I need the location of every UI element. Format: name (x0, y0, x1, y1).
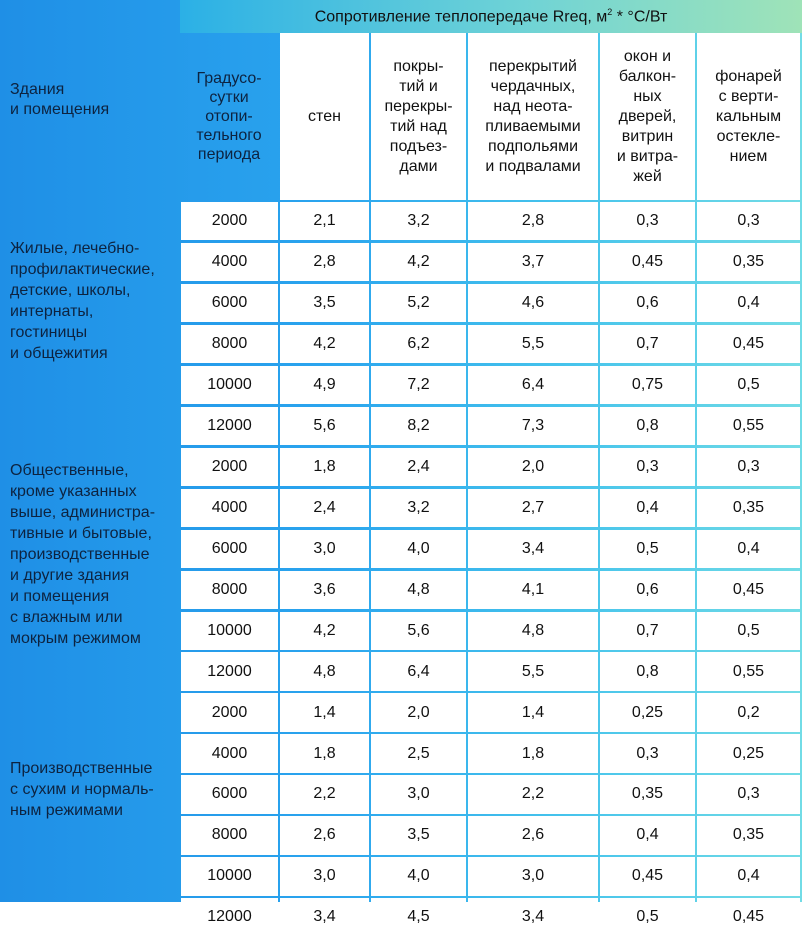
degree-days-cell: 4000 (181, 489, 278, 527)
coverings-cell: 8,2 (371, 407, 466, 445)
degree-days-cell: 6000 (181, 530, 278, 568)
degree-days-cell: 2000 (181, 448, 278, 486)
skylights-cell: 0,25 (697, 734, 800, 772)
walls-cell: 4,9 (280, 366, 369, 404)
walls-cell: 5,6 (280, 407, 369, 445)
degree-days-cell: 6000 (181, 775, 278, 813)
windows-cell: 0,4 (600, 816, 695, 854)
group-label-2: Общественные, кроме указанных выше, администра- тивные и бытовые, производственные и другие здания и помещения с влажным или мокрым режимом (10, 462, 156, 647)
skylights-cell: 0,5 (697, 612, 800, 650)
skylights-cell: 0,35 (697, 816, 800, 854)
degree-days-cell: 10000 (181, 857, 278, 895)
resistance-header-band (180, 0, 802, 33)
skylights-cell: 0,45 (697, 571, 800, 609)
resistance-title: Сопротивление теплопередаче Rreq, $м^2 * ^\circ С/Вт$ (314, 6, 668, 26)
attic-floors-cell: 2,2 (468, 775, 598, 813)
skylights-cell: 0,4 (697, 857, 800, 895)
windows-cell: 0,6 (600, 284, 695, 322)
coverings-cell: 3,2 (371, 489, 466, 527)
windows-cell: 0,3 (600, 448, 695, 486)
windows-cell: 0,25 (600, 693, 695, 731)
skylights-cell: 0,4 (697, 284, 800, 322)
header-coverings: покры- тий и перекры- тий над подъез- дами (371, 33, 466, 200)
degree-days-cell: 12000 (181, 898, 278, 936)
coverings-cell: 4,0 (371, 857, 466, 895)
walls-cell: 2,2 (280, 775, 369, 813)
windows-cell: 0,7 (600, 612, 695, 650)
coverings-cell: 3,0 (371, 775, 466, 813)
coverings-cell: 2,4 (371, 448, 466, 486)
windows-cell: 0,45 (600, 857, 695, 895)
skylights-cell: 0,35 (697, 243, 800, 281)
walls-cell: 4,2 (280, 325, 369, 363)
walls-cell: 2,8 (280, 243, 369, 281)
windows-cell: 0,7 (600, 325, 695, 363)
attic-floors-cell: 3,7 (468, 243, 598, 281)
skylights-cell: 0,45 (697, 898, 800, 936)
walls-cell: 3,0 (280, 857, 369, 895)
attic-floors-cell: 4,8 (468, 612, 598, 650)
coverings-cell: 5,2 (371, 284, 466, 322)
degree-days-cell: 4000 (181, 734, 278, 772)
attic-floors-cell: 7,3 (468, 407, 598, 445)
windows-cell: 0,6 (600, 571, 695, 609)
windows-cell: 0,5 (600, 898, 695, 936)
buildings-column-title: Здания и помещения (10, 81, 110, 118)
attic-floors-cell: 4,6 (468, 284, 598, 322)
skylights-cell: 0,3 (697, 448, 800, 486)
windows-cell: 0,45 (600, 243, 695, 281)
header-walls: стен (280, 33, 369, 200)
skylights-cell: 0,2 (697, 693, 800, 731)
attic-floors-cell: 3,0 (468, 857, 598, 895)
walls-cell: 3,4 (280, 898, 369, 936)
coverings-cell: 4,5 (371, 898, 466, 936)
degree-days-header: Градусо- сутки отопи- тельного периода (196, 70, 262, 163)
coverings-cell: 3,2 (371, 202, 466, 240)
skylights-cell: 0,45 (697, 325, 800, 363)
walls-cell: 1,8 (280, 448, 369, 486)
coverings-cell: 4,0 (371, 530, 466, 568)
walls-cell: 2,4 (280, 489, 369, 527)
header-windows: окон и балкон- ных дверей, витрин и витра- жей (600, 33, 695, 200)
coverings-cell: 7,2 (371, 366, 466, 404)
windows-cell: 0,8 (600, 652, 695, 690)
windows-cell: 0,4 (600, 489, 695, 527)
attic-floors-cell: 4,1 (468, 571, 598, 609)
degree-days-cell: 2000 (181, 202, 278, 240)
skylights-cell: 0,55 (697, 652, 800, 690)
degree-days-cell: 8000 (181, 571, 278, 609)
windows-cell: 0,75 (600, 366, 695, 404)
skylights-cell: 0,3 (697, 775, 800, 813)
walls-cell: 4,2 (280, 612, 369, 650)
degree-days-cell: 2000 (181, 693, 278, 731)
attic-floors-cell: 6,4 (468, 366, 598, 404)
coverings-cell: 4,2 (371, 243, 466, 281)
attic-floors-cell: 2,7 (468, 489, 598, 527)
coverings-cell: 2,0 (371, 693, 466, 731)
coverings-cell: 4,8 (371, 571, 466, 609)
walls-cell: 1,8 (280, 734, 369, 772)
skylights-cell: 0,35 (697, 489, 800, 527)
group-label-1: Жилые, лечебно- профилактические, детские, школы, интернаты, гостиницы и общежития (10, 240, 155, 362)
walls-cell: 2,6 (280, 816, 369, 854)
walls-cell: 2,1 (280, 202, 369, 240)
coverings-cell: 6,2 (371, 325, 466, 363)
walls-cell: 3,0 (280, 530, 369, 568)
attic-floors-cell: 5,5 (468, 325, 598, 363)
header-attic-floors: перекрытий чердачных, над неота- пливаемыми подпольями и подвалами (468, 33, 598, 200)
degree-days-cell: 12000 (181, 407, 278, 445)
skylights-cell: 0,55 (697, 407, 800, 445)
windows-cell: 0,8 (600, 407, 695, 445)
attic-floors-cell: 2,6 (468, 816, 598, 854)
attic-floors-cell: 3,4 (468, 898, 598, 936)
walls-cell: 3,6 (280, 571, 369, 609)
degree-days-cell: 4000 (181, 243, 278, 281)
attic-floors-cell: 2,0 (468, 448, 598, 486)
degree-days-cell: 8000 (181, 325, 278, 363)
degree-days-cell: 10000 (181, 612, 278, 650)
degree-days-cell: 10000 (181, 366, 278, 404)
degree-days-cell: 6000 (181, 284, 278, 322)
walls-cell: 1,4 (280, 693, 369, 731)
coverings-cell: 2,5 (371, 734, 466, 772)
degree-days-cell: 8000 (181, 816, 278, 854)
walls-cell: 4,8 (280, 652, 369, 690)
walls-cell: 3,5 (280, 284, 369, 322)
degree-days-cell: 12000 (181, 652, 278, 690)
coverings-cell: 5,6 (371, 612, 466, 650)
windows-cell: 0,5 (600, 530, 695, 568)
attic-floors-cell: 1,4 (468, 693, 598, 731)
windows-cell: 0,3 (600, 202, 695, 240)
windows-cell: 0,3 (600, 734, 695, 772)
attic-floors-cell: 3,4 (468, 530, 598, 568)
skylights-cell: 0,5 (697, 366, 800, 404)
coverings-cell: 3,5 (371, 816, 466, 854)
attic-floors-cell: 1,8 (468, 734, 598, 772)
group-label-3: Производственные с сухим и нормаль- ным режимами (10, 760, 154, 819)
skylights-cell: 0,3 (697, 202, 800, 240)
header-skylights: фонарей с верти- кальным остекле- нием (697, 33, 800, 200)
skylights-cell: 0,4 (697, 530, 800, 568)
attic-floors-cell: 5,5 (468, 652, 598, 690)
attic-floors-cell: 2,8 (468, 202, 598, 240)
windows-cell: 0,35 (600, 775, 695, 813)
coverings-cell: 6,4 (371, 652, 466, 690)
